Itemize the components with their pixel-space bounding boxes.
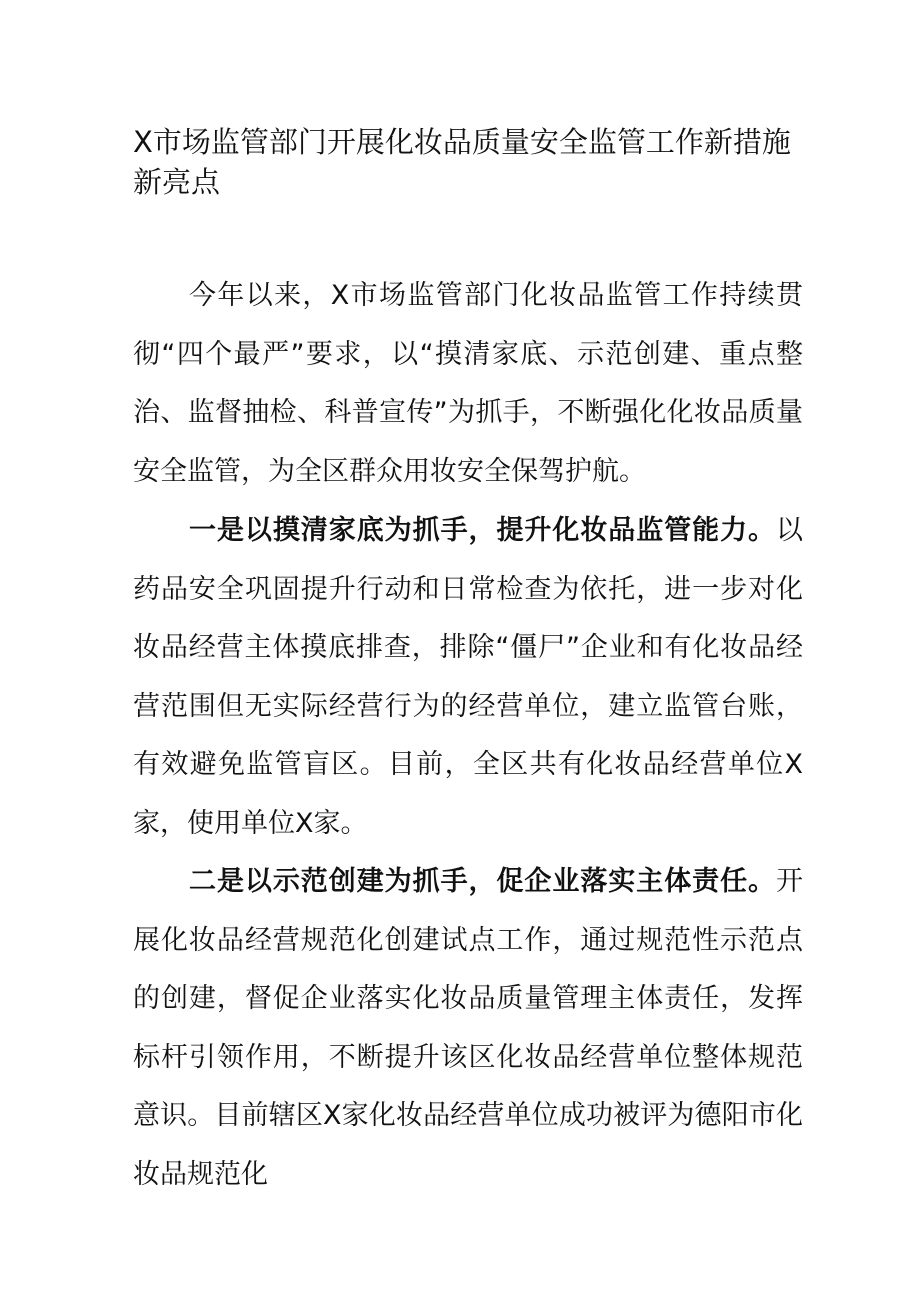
intro-paragraph-text: 今年以来，X市场监管部门化妆品监管工作持续贯彻“四个最严”要求，以“摸清家底、示范创建、重点整治、监督抽检、科普宣传”为抓手，不断强化化妆品质量安全监管，为全区群众用妆安全保驾护航。 — [133, 280, 803, 487]
section-two-heading: 二是以示范创建为抓手，促企业落实主体责任。 — [189, 866, 776, 897]
section-one-text: 以药品安全巩固提升行动和日常检查为依托，进一步对化妆品经营主体摸底排查，排除“僵尸”企业和有化妆品经营范围但无实际经营行为的经营单位，建立监管台账，有效避免监管盲区。目前，全区共有化妆品经营单位X家，使用单位X家。 — [133, 515, 803, 839]
section-one-heading: 一是以摸清家底为抓手，提升化妆品监管能力。 — [189, 515, 776, 546]
section-one-paragraph — [133, 502, 803, 853]
section-two-paragraph — [133, 853, 803, 1204]
intro-paragraph — [133, 267, 803, 501]
document-title: X市场监管部门开展化妆品质量安全监管工作新措施新亮点 — [133, 125, 791, 199]
section-two-text: 开展化妆品经营规范化创建试点工作，通过规范性示范点的创建，督促企业落实化妆品质量管理主体责任，发挥标杆引领作用，不断提升该区化妆品经营单位整体规范意识。目前辖区X家化妆品经营单位成功被评为德阳市化妆品规范化 — [133, 866, 803, 1190]
